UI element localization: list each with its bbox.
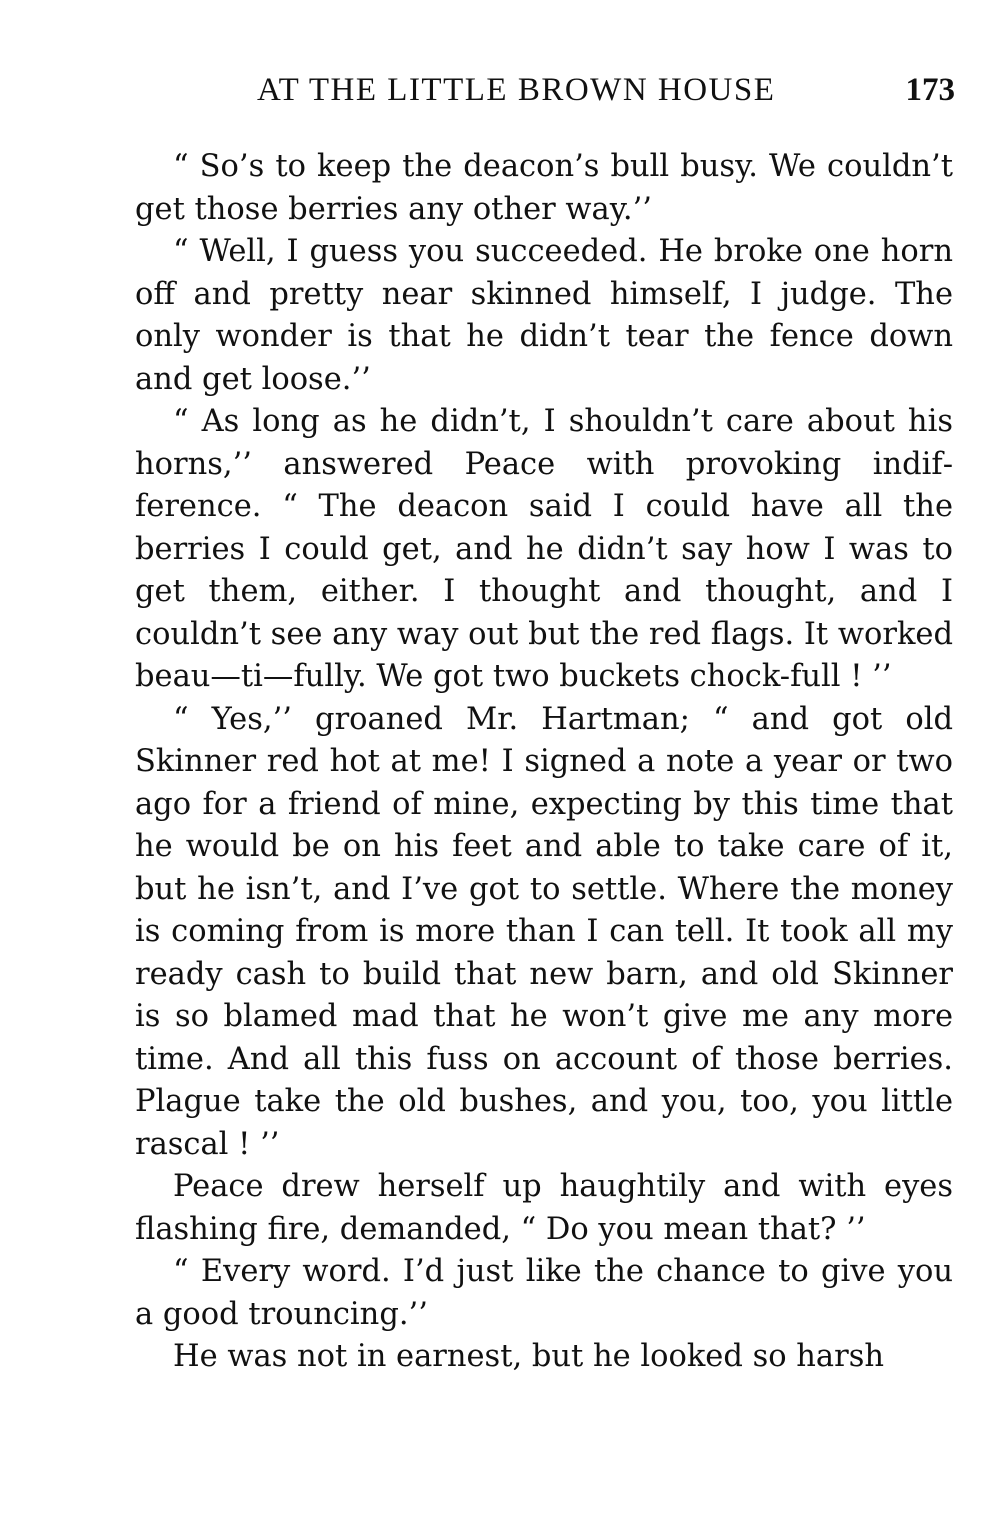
paragraph-peace-demands: Peace drew herself up haughtily and with eyes flashing fire, demanded, “ Do you mean that? ’’: [135, 1169, 953, 1247]
page-number: 173: [905, 72, 955, 108]
paragraph-every-word: “ Every word. I’d just like the chance to give you a good trouncing.’’: [135, 1254, 953, 1332]
paragraph-bull-busy: “ So’s to keep the deacon’s bull busy. We couldn’t get those berries any other way.’’: [135, 149, 953, 227]
running-title: AT THE LITTLE BROWN HOUSE: [257, 72, 776, 108]
paragraph-not-in-earnest: He was not in earnest, but he looked so harsh: [173, 1339, 884, 1374]
body-text: [135, 146, 953, 1379]
paragraph-broke-horn: “ Well, I guess you succeeded. He broke one horn off and pretty near skinned himself, I judge. The only wonder is that he didn’t tear the fence down and get loose.’’: [135, 234, 953, 397]
paragraph-hartman-note: “ Yes,’’ groaned Mr. Hartman; “ and got old Skinner red hot at me! I signed a note a year or two ago for a friend of mine, expecting by this time that he would be on his feet and able to take care of it, but he isn’t, and I’ve got to settle. Where the money is coming from is more than I can tell. It took all my ready cash to build that new barn, and old Skinner is so blamed mad that he won’t give me any more time. And all this fuss on account of those berries. Plague take the old bushes, and you, too, you little rascal ! ’’: [135, 701, 953, 1162]
running-header: [135, 72, 955, 120]
paragraph-red-flags: “ As long as he didn’t, I shouldn’t care about his horns,’’ answered Peace with provoking indifference. “ The deacon said I could have all the berries I could get, and he didn’t say how I was to get them, either. I thought and thought, and I couldn’t see any way out but the red flags. It worked beau—ti—fully. We got two buckets chock-full ! ’’: [135, 404, 953, 694]
